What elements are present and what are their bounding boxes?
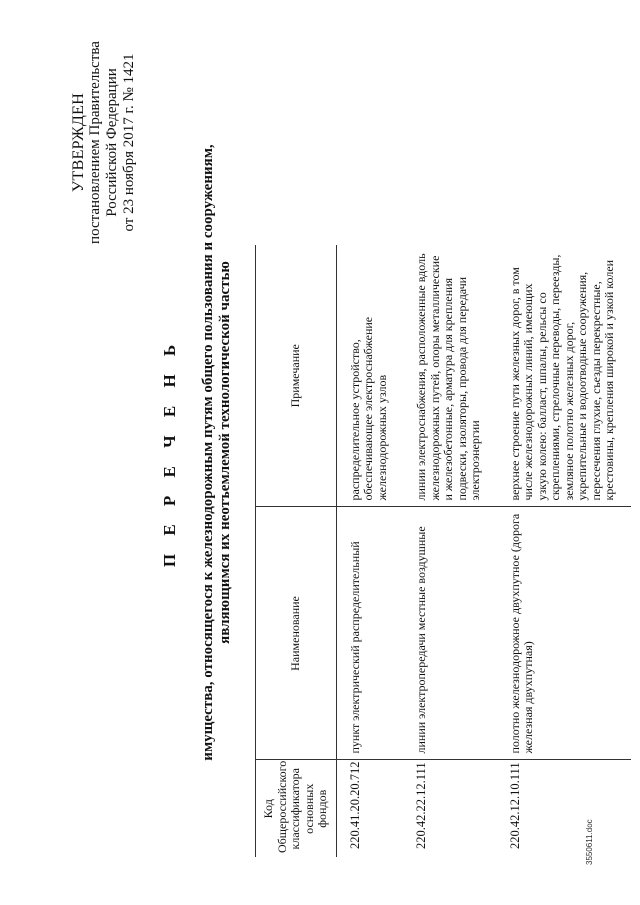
- file-name-footer: 3550611.doc: [585, 819, 594, 865]
- cell-code: 220.42.22.12.111: [414, 762, 428, 849]
- column-header-note: Примечание: [256, 245, 337, 507]
- document-title-block: [160, 100, 234, 805]
- document-subtitle-line: имущества, относящегося к железнодорожным путям общего пользования и сооружениям,: [200, 144, 216, 761]
- approval-line: постановлением Правительства: [87, 41, 103, 244]
- table-row: [336, 245, 403, 857]
- table-row: [497, 245, 631, 857]
- cell-code: 220.42.12.10.111: [507, 762, 522, 849]
- document-title: П Е Р Е Ч Е Н Ь: [160, 337, 179, 568]
- cell-name: линии электропередачи местные воздушные: [403, 507, 497, 760]
- cell-note: верхнее строение пути железных дорог, в том числе железнодорожных линий, имеющих узкую колею: балласт, шпалы, рельсы со скреплениями, стрелочные переводы, переезды, земляное полотно железных дорог, укрепительные и водоотводные сооружения, пересечения глухие, съезды перекрестные, крестовины, крепления широкой и узкой колеи: [497, 245, 631, 507]
- document-subtitle-line: являющимся их неотъемлемой технологической частью: [217, 261, 233, 644]
- cell-name: пункт электрический распределительный: [336, 507, 403, 760]
- cell-name: полотно железнодорожное двухпутное (дорога железная двухпутная): [497, 507, 631, 760]
- table-header-row: [256, 245, 337, 857]
- table-row: [403, 245, 497, 857]
- approval-line: Российской Федерации: [104, 68, 120, 217]
- column-header-name: Наименование: [256, 507, 337, 760]
- cell-note: распределительное устройство, обеспечивающее электроснабжение железнодорожных узлов: [336, 245, 403, 507]
- approval-date: от 23 ноября 2017 г. № 1421: [121, 53, 137, 232]
- cell-note: линии электроснабжения, расположенные вдоль железнодорожных путей, опоры металлические и железобетонные, арматура для крепления подвески, изоляторы, провода для передачи электроэнергии: [403, 245, 497, 507]
- column-header-code: Код Общероссийского классификатора основных фондов: [256, 760, 337, 857]
- property-table: [255, 245, 631, 857]
- approval-heading: УТВЕРЖДЕН: [70, 92, 87, 193]
- cell-code: 220.41.20.20.712: [347, 761, 362, 849]
- approval-stamp: [70, 20, 138, 265]
